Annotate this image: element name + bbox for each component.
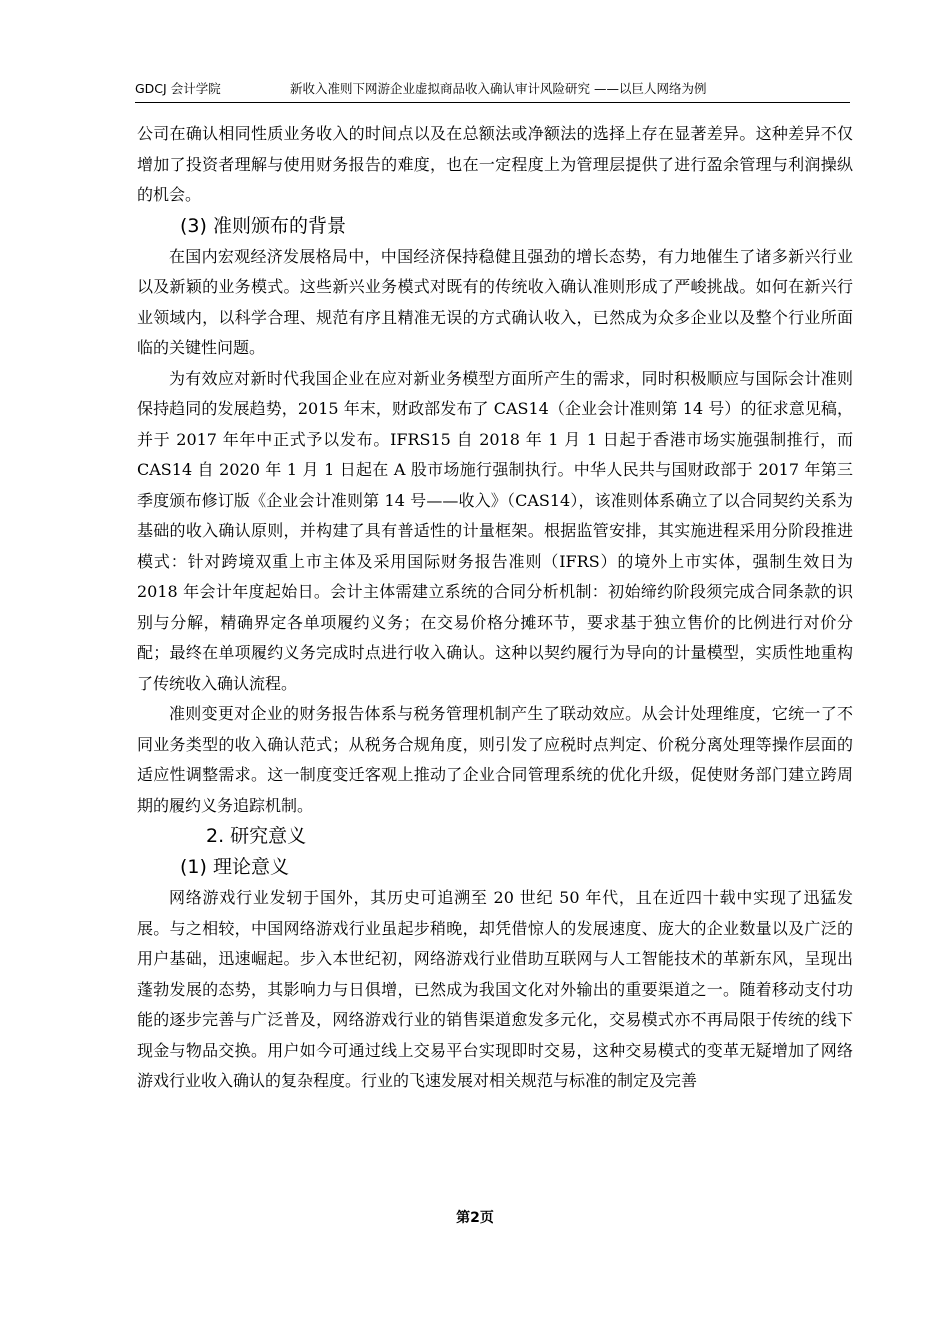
page-number: 第2页 — [456, 1210, 494, 1226]
paragraph-standard-impact: 准则变更对企业的财务报告体系与税务管理机制产生了联动效应。从会计处理维度，它统一了不同业务类型的收入确认范式；从税务合规角度，则引发了应税时点判定、价税分离处理等操作层面的适应性调整需求。这一制度变迁客观上推动了企业合同管理系统的优化升级，促使财务部门建立跨周期的履约义务追踪机制。 — [137, 704, 853, 815]
section-heading-theory: (1) 理论意义 — [180, 856, 289, 878]
section-heading-background: (3) 准则颁布的背景 — [180, 214, 346, 237]
header-institution: GDCJ 会计学院 — [135, 81, 221, 96]
paragraph-continued: 公司在确认相同性质业务收入的时间点以及在总额法或净额法的选择上存在显著差异。这种差异不仅增加了投资者理解与使用财务报告的难度，也在一定程度上为管理层提供了进行盈余管理与利润操纵的机会。 — [137, 124, 853, 204]
document-body — [137, 119, 853, 1097]
paragraph-cas14-release: 为有效应对新时代我国企业在应对新业务模型方面所产生的需求，同时积极顺应与国际会计准则保持趋同的发展趋势，2015 年末，财政部发布了 CAS14（企业会计准则第 14 号）的征求意见稿，并于 2017 年年中正式予以发布。IFRS15 自 2018 年 1 月 1 日起于香港市场实施强制推行，而 CAS14 自 2020 年 1 月 1 日起在 A 股市场施行强制执行。中华人民共与国财政部于 2017 年第三季度颁布修订版《企业会计准则第 14 号——收入》（CAS14），该准则体系确立了以合同契约关系为基础的收入确认原则，并构建了具有普适性的计量框架。根据监管安排，其实施进程采用分阶段推进模式：针对跨境双重上市主体及采用国际财务报告准则（IFRS）的境外上市实体，强制生效日为 2018 年会计年度起始日。会计主体需建立系统的合同分析机制：初始缔约阶段须完成合同条款的识别与分解，精确界定各单项履约义务；在交易价格分摊环节，要求基于独立售价的比例进行对价分配；最终在单项履约义务完成时点进行收入确认。这种以契约履行为导向的计量模型，实质性地重构了传统收入确认流程。 — [137, 368, 853, 693]
section-heading-significance: 2. 研究意义 — [206, 825, 307, 847]
paragraph-macro-economy: 在国内宏观经济发展格局中，中国经济保持稳健且强劲的增长态势，有力地催生了诸多新兴行业以及新颖的业务模式。这些新兴业务模式对既有的传统收入确认准则形成了严峻挑战。如何在新兴行业领域内，以科学合理、规范有序且精准无误的方式确认收入，已然成为众多企业以及整个行业所面临的关键性问题。 — [137, 246, 853, 357]
paragraph-online-game-industry: 网络游戏行业发轫于国外，其历史可追溯至 20 世纪 50 年代，且在近四十载中实现了迅猛发展。与之相较，中国网络游戏行业虽起步稍晚，却凭借惊人的发展速度、庞大的企业数量以及广泛的用户基础，迅速崛起。步入本世纪初，网络游戏行业借助互联网与人工智能技术的革新东风，呈现出蓬勃发展的态势，其影响力与日俱增，已然成为我国文化对外输出的重要渠道之一。随着移动支付功能的逐步完善与广泛普及，网络游戏行业的销售渠道愈发多元化，交易模式亦不再局限于传统的线下现金与物品交换。用户如今可通过线上交易平台实现即时交易，这种交易模式的变革无疑增加了网络游戏行业收入确认的复杂程度。行业的飞速发展对相关规范与标准的制定及完善 — [137, 888, 853, 1090]
header-title: 新收入准则下网游企业虚拟商品收入确认审计风险研究 ——以巨人网络为例 — [290, 81, 707, 96]
page-header — [135, 80, 850, 103]
